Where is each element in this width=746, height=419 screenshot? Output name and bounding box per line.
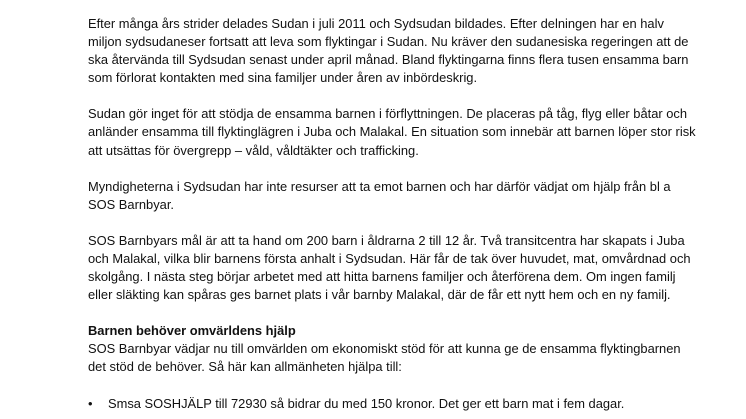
bullet-icon: • [88,395,93,411]
section-heading: Barnen behöver omvärldens hjälp [88,323,296,339]
help-list [88,395,698,413]
paragraph-authorities-appeal: Myndigheterna i Sydsudan har inte resurser att ta emot barnen och har därför vädjat om hjälp från bl a SOS Barnbyar. [88,178,671,212]
list-item [88,395,698,413]
paragraph-sos-goal: SOS Barnbyars mål är att ta hand om 200 barn i åldrarna 2 till 12 år. Två transitcentra har skapats i Juba och Malakal, vilka blir barnens första anhalt i Sydsudan. Här får de tak över huvudet, mat, omvårdnad och skolgång. I nästa steg börjar arbetet med att hitta barnens familjer och återförena dem. Om ingen familj eller släkting kan spåras ges barnet plats i vår barnby Malakal, där de får ett nytt hem och en ny familj. [88,232,691,303]
document-body [88,15,698,413]
paragraph-children-relocation: Sudan gör inget för att stödja de ensamma barnen i förflyttningen. De placeras på tåg, flyg eller båtar och anländer ensamma till flyktinglägren i Juba och Malakal. En situation som innebär att barnen löper stor risk att utsättas för övergrepp – våld, våldtäkter och trafficking. [88,106,696,158]
section-intro: SOS Barnbyar vädjar nu till omvärlden om ekonomiskt stöd för att kunna ge de ensamma flyktingbarnen det stöd de behöver. Så här kan allmänheten hjälpa till: [88,341,681,375]
list-item-text: Smsa SOSHJÄLP till 72930 så bidrar du med 150 kronor. Det ger ett barn mat i fem dagar. [108,395,625,411]
paragraph-sudan-division: Efter många års strider delades Sudan i juli 2011 och Sydsudan bildades. Efter delningen har en halv miljon sydsudaneser fortsatt att leva som flyktingar i Sudan. Nu kräver den sudanesiska regeringen att de ska återvända till Sydsudan senast under april månad. Bland flyktingarna finns flera tusen ensamma barn som förlorat kontakten med sina familjer under åren av inbördeskrig. [88,16,689,86]
